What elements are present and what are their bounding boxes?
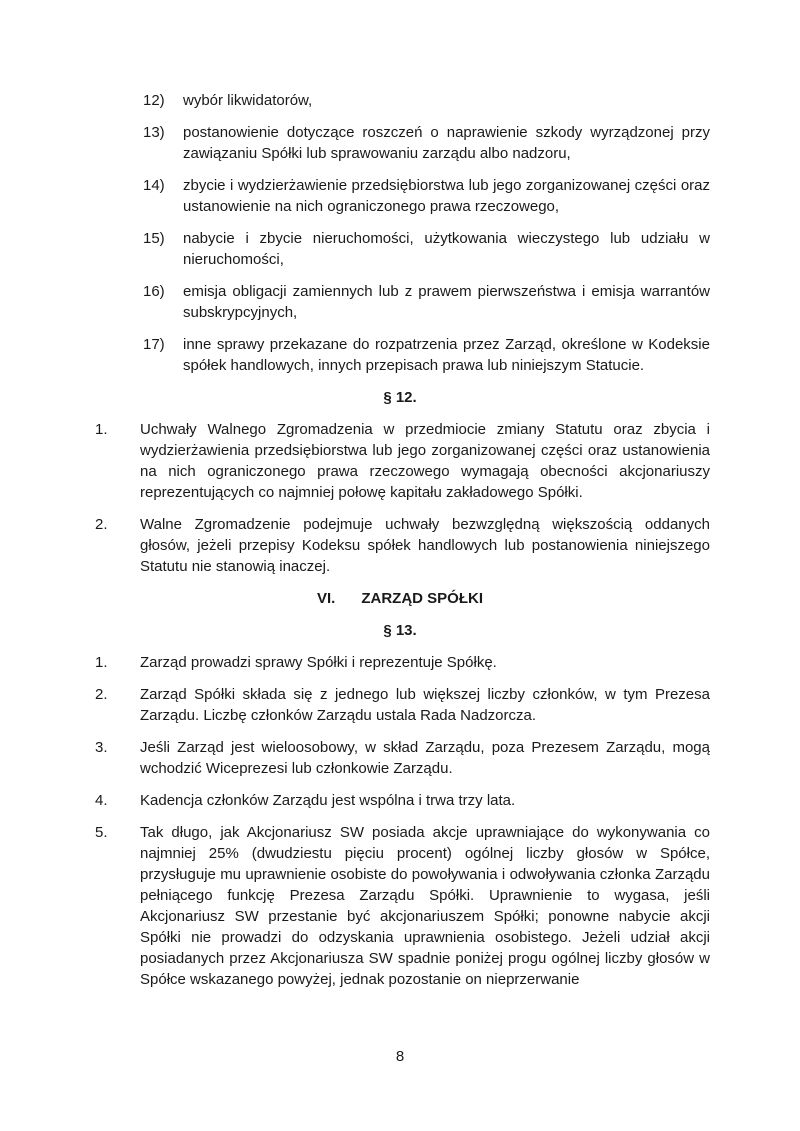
- list-item: [143, 90, 710, 111]
- item-text: Walne Zgromadzenie podejmuje uchwały bezwzględną większością oddanych głosów, jeżeli przepisy Kodeksu spółek handlowych lub postanowienia niniejszego Statutu nie stanowią inaczej.: [140, 516, 710, 575]
- list-item: [143, 228, 710, 270]
- item-text: nabycie i zbycie nieruchomości, użytkowania wieczystego lub udziału w nieruchomości,: [183, 230, 710, 268]
- item-number: 17): [143, 336, 165, 353]
- section-12-heading: § 12.: [383, 389, 417, 406]
- item-number: 4.: [95, 792, 108, 809]
- list-item: [95, 790, 710, 811]
- numbered-sublist: [0, 90, 800, 376]
- item-text: Uchwały Walnego Zgromadzenia w przedmiocie zmiany Statutu oraz zbycia i wydzierżawienia przedsiębiorstwa lub jego zorganizowanej części oraz ustanowienia na nich ograniczonego prawa rzeczowego wymagają obecności akcjonariuszy reprezentujących co najmniej połowę kapitału zakładowego Spółki.: [140, 421, 710, 501]
- chapter-number: VI.: [316, 590, 336, 607]
- list-item: [95, 652, 710, 673]
- item-text: Kadencja członków Zarządu jest wspólna i trwa trzy lata.: [140, 792, 516, 809]
- list-item: [95, 737, 710, 779]
- item-text: inne sprawy przekazane do rozpatrzenia przez Zarząd, określone w Kodeksie spółek handlowych, innych przepisach prawa lub niniejszym Statucie.: [183, 336, 710, 374]
- list-item: [143, 122, 710, 164]
- item-number: 2.: [95, 686, 108, 703]
- list-item: [95, 822, 710, 990]
- item-text: wybór likwidatorów,: [183, 92, 313, 109]
- page-number: 8: [395, 1048, 405, 1065]
- item-number: 15): [143, 230, 165, 247]
- item-text: emisja obligacji zamiennych lub z prawem pierwszeństwa i emisja warrantów subskrypcyjnych,: [183, 283, 710, 321]
- item-text: zbycie i wydzierżawienie przedsiębiorstwa lub jego zorganizowanej części oraz ustanowienie na nich ograniczonego prawa rzeczowego,: [183, 177, 710, 215]
- item-number: 1.: [95, 654, 108, 671]
- section-13-heading: § 13.: [383, 622, 417, 639]
- item-number: 2.: [95, 516, 108, 533]
- item-number: 1.: [95, 421, 108, 438]
- item-text: Tak długo, jak Akcjonariusz SW posiada akcje uprawniające do wykonywania co najmniej 25% (dwudziestu pięciu procent) ogólnej liczby głosów w Spółce, przysługuje mu uprawnienie osobiste do powoływania i odwoływania członka Zarządu pełniącego funkcję Prezesa Zarządu Spółki. Uprawnienie to wygasa, jeśli Akcjonariusz SW przestanie być akcjonariuszem Spółki; ponowne nabycie akcji Spółki nie prowadzi do odzyskania uprawnienia osobistego. Jeżeli udział akcji posiadanych przez Akcjonariusza SW spadnie poniżej progu ogólnej liczby głosów w Spółce wskazanego powyżej, jednak pozostanie on nieprzerwanie: [140, 824, 710, 988]
- item-text: Jeśli Zarząd jest wieloosobowy, w skład Zarządu, poza Prezesem Zarządu, mogą wchodzić Wiceprezesi lub członkowie Zarządu.: [140, 739, 710, 777]
- item-number: 16): [143, 283, 165, 300]
- section-13-list: [0, 652, 800, 990]
- section-12-list: [0, 419, 800, 577]
- list-item: [95, 419, 710, 503]
- list-item: [95, 684, 710, 726]
- item-number: 3.: [95, 739, 108, 756]
- item-number: 5.: [95, 824, 108, 841]
- list-item: [143, 334, 710, 376]
- chapter-heading: [0, 588, 800, 609]
- item-number: 12): [143, 92, 165, 109]
- list-item: [143, 281, 710, 323]
- item-number: 14): [143, 177, 165, 194]
- list-item: [143, 175, 710, 217]
- item-text: Zarząd Spółki składa się z jednego lub większej liczby członków, w tym Prezesa Zarządu. Liczbę członków Zarządu ustala Rada Nadzorcza.: [140, 686, 710, 724]
- item-text: Zarząd prowadzi sprawy Spółki i reprezentuje Spółkę.: [140, 654, 497, 671]
- item-number: 13): [143, 124, 165, 141]
- chapter-title: ZARZĄD SPÓŁKI: [361, 590, 483, 607]
- item-text: postanowienie dotyczące roszczeń o naprawienie szkody wyrządzonej przy zawiązaniu Spółki lub sprawowaniu zarządu albo nadzoru,: [183, 124, 710, 162]
- list-item: [95, 514, 710, 577]
